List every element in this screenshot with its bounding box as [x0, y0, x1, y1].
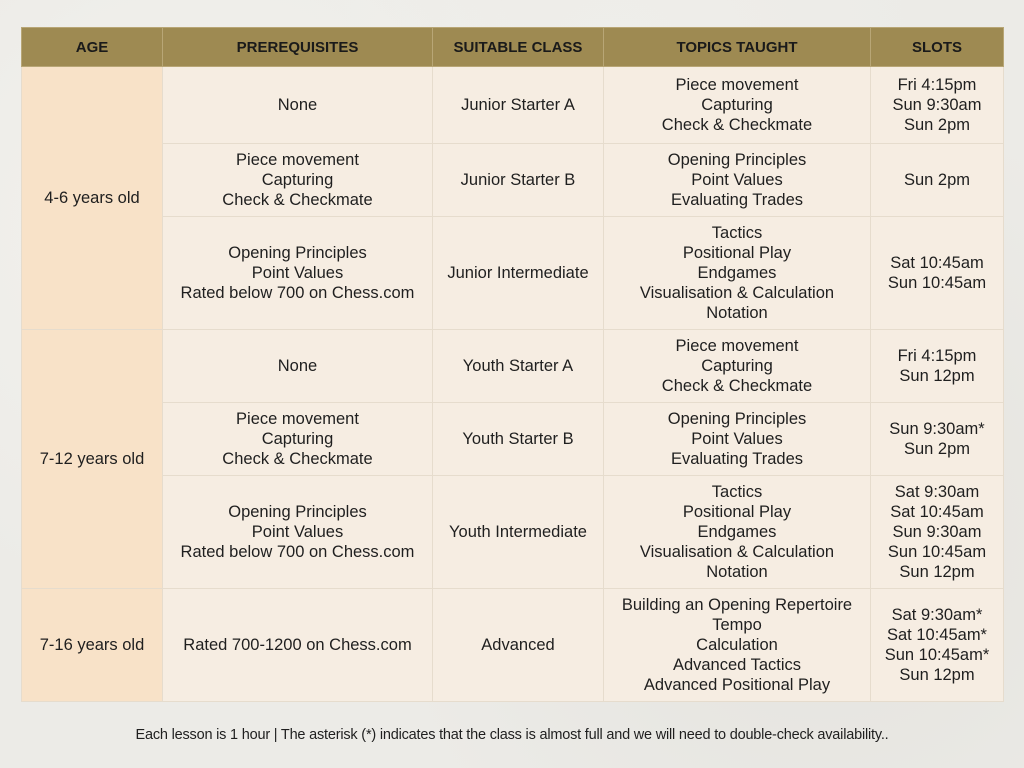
class-cell: Advanced — [433, 589, 604, 702]
topics-cell: Tactics Positional Play Endgames Visualisation & Calculation Notation — [604, 217, 871, 330]
topics-cell: Opening Principles Point Values Evaluating Trades — [604, 403, 871, 476]
table-row — [22, 589, 1004, 702]
age-cell: 4-6 years old — [22, 67, 163, 330]
table-row — [22, 67, 1004, 144]
prerequisites-cell: Piece movement Capturing Check & Checkmate — [163, 403, 433, 476]
prerequisites-cell: Opening Principles Point Values Rated below 700 on Chess.com — [163, 217, 433, 330]
header-topics-taught: TOPICS TAUGHT — [604, 28, 871, 67]
slots-cell: Sat 10:45am Sun 10:45am — [871, 217, 1004, 330]
header-row — [22, 28, 1004, 67]
slots-cell: Fri 4:15pm Sun 9:30am Sun 2pm — [871, 67, 1004, 144]
prerequisites-cell: None — [163, 330, 433, 403]
table-row — [22, 144, 1004, 217]
class-schedule-table — [21, 27, 1004, 702]
topics-cell: Building an Opening Repertoire Tempo Calculation Advanced Tactics Advanced Positional Play — [604, 589, 871, 702]
table-row — [22, 217, 1004, 330]
topics-cell: Opening Principles Point Values Evaluating Trades — [604, 144, 871, 217]
slots-cell: Sat 9:30am Sat 10:45am Sun 9:30am Sun 10:45am Sun 12pm — [871, 476, 1004, 589]
class-cell: Junior Starter B — [433, 144, 604, 217]
header-age: AGE — [22, 28, 163, 67]
prerequisites-cell: Opening Principles Point Values Rated below 700 on Chess.com — [163, 476, 433, 589]
topics-cell: Piece movement Capturing Check & Checkmate — [604, 67, 871, 144]
prerequisites-cell: Piece movement Capturing Check & Checkmate — [163, 144, 433, 217]
header-suitable-class: SUITABLE CLASS — [433, 28, 604, 67]
prerequisites-cell: Rated 700-1200 on Chess.com — [163, 589, 433, 702]
class-cell: Junior Starter A — [433, 67, 604, 144]
slots-cell: Fri 4:15pm Sun 12pm — [871, 330, 1004, 403]
prerequisites-cell: None — [163, 67, 433, 144]
table-row — [22, 476, 1004, 589]
class-cell: Youth Starter A — [433, 330, 604, 403]
table-row — [22, 403, 1004, 476]
class-cell: Youth Starter B — [433, 403, 604, 476]
slots-cell: Sun 2pm — [871, 144, 1004, 217]
topics-cell: Piece movement Capturing Check & Checkmate — [604, 330, 871, 403]
slots-cell: Sun 9:30am* Sun 2pm — [871, 403, 1004, 476]
age-cell: 7-12 years old — [22, 330, 163, 589]
header-slots: SLOTS — [871, 28, 1004, 67]
footer-note: Each lesson is 1 hour | The asterisk (*) indicates that the class is almost full and we will need to double-check availability.. — [135, 727, 889, 743]
age-cell: 7-16 years old — [22, 589, 163, 702]
class-cell: Youth Intermediate — [433, 476, 604, 589]
class-cell: Junior Intermediate — [433, 217, 604, 330]
topics-cell: Tactics Positional Play Endgames Visualisation & Calculation Notation — [604, 476, 871, 589]
table-row — [22, 330, 1004, 403]
header-prerequisites: PREREQUISITES — [163, 28, 433, 67]
slots-cell: Sat 9:30am* Sat 10:45am* Sun 10:45am* Sun 12pm — [871, 589, 1004, 702]
